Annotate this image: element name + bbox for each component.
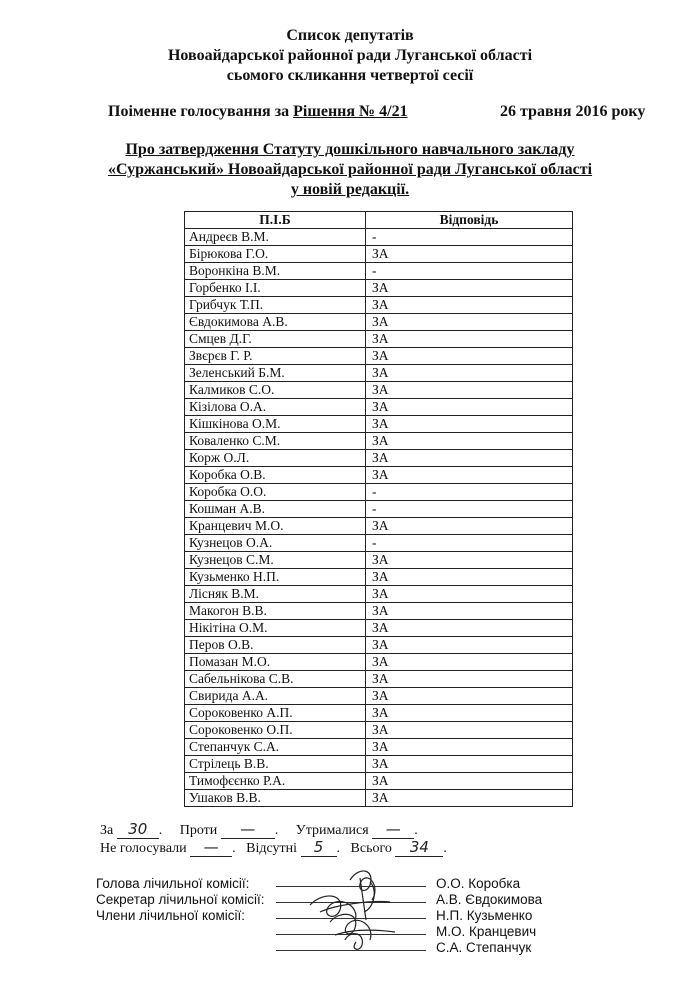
signatory-2: А.В. Євдокимова <box>436 892 543 907</box>
vote-prefix-text: Поіменне голосування за <box>108 103 294 120</box>
deputy-name: Андреєв В.М. <box>185 229 366 246</box>
abstained-label: Утрималися <box>295 823 369 838</box>
deputy-answer: - <box>366 263 573 280</box>
table-row <box>185 433 573 450</box>
deputy-name: Грибчук Т.П. <box>185 297 366 314</box>
deputy-name: Корж О.Л. <box>185 450 366 467</box>
deputy-answer: ЗА <box>366 552 573 569</box>
deputy-name: Кошман А.В. <box>185 501 366 518</box>
table-row <box>185 467 573 484</box>
deputy-answer: ЗА <box>366 756 573 773</box>
deputy-answer: ЗА <box>366 280 573 297</box>
deputy-answer: ЗА <box>366 773 573 790</box>
table-row <box>185 331 573 348</box>
table-row <box>185 314 573 331</box>
table-row <box>185 382 573 399</box>
subject-line1: Про затвердження Статуту дошкільного навчального закладу <box>125 141 575 158</box>
deputy-name: Стрілець В.В. <box>185 756 366 773</box>
table-row <box>185 739 573 756</box>
signatory-4: М.О. Кранцевич <box>436 924 537 939</box>
table-row <box>185 773 573 790</box>
deputy-answer: ЗА <box>366 467 573 484</box>
deputy-name: Коробка О.О. <box>185 484 366 501</box>
deputy-answer: ЗА <box>366 297 573 314</box>
deputy-name: Бірюкова Г.О. <box>185 246 366 263</box>
deputy-answer: - <box>366 484 573 501</box>
total-label: Всього <box>350 841 392 856</box>
table-row <box>185 671 573 688</box>
handwritten-signatures-icon <box>300 860 410 960</box>
table-row <box>185 246 573 263</box>
not-voted-value: — <box>190 838 232 857</box>
deputy-name: Свирида А.А. <box>185 688 366 705</box>
table-row <box>185 365 573 382</box>
table-row <box>185 229 573 246</box>
table-row <box>185 688 573 705</box>
deputy-name: Воронкіна В.М. <box>185 263 366 280</box>
table-row <box>185 450 573 467</box>
table-row <box>185 535 573 552</box>
deputy-answer: ЗА <box>366 722 573 739</box>
deputy-answer: ЗА <box>366 620 573 637</box>
table-row <box>185 603 573 620</box>
signatory-5: С.А. Степанчук <box>436 940 532 955</box>
deputy-name: Кранцевич М.О. <box>185 518 366 535</box>
deputy-answer: ЗА <box>366 416 573 433</box>
deputy-name: Смцев Д.Г. <box>185 331 366 348</box>
deputy-name: Кізілова О.А. <box>185 399 366 416</box>
for-value: 30 <box>117 820 159 839</box>
deputy-answer: ЗА <box>366 399 573 416</box>
members-label: Члени лічильної комісії: <box>96 908 246 923</box>
deputy-answer: - <box>366 229 573 246</box>
deputy-name: Степанчук С.А. <box>185 739 366 756</box>
deputy-name: Тимофєєнко Р.А. <box>185 773 366 790</box>
deputy-answer: ЗА <box>366 637 573 654</box>
deputy-name: Кузнецов С.М. <box>185 552 366 569</box>
secretary-label: Секретар лічильної комісії: <box>96 892 265 907</box>
deputy-name: Кузнецов О.А. <box>185 535 366 552</box>
deputy-name: Коваленко С.М. <box>185 433 366 450</box>
vote-prefix <box>108 103 408 121</box>
vote-table-body <box>185 229 573 807</box>
against-label: Проти <box>179 823 218 838</box>
deputy-name: Зеленський Б.М. <box>185 365 366 382</box>
table-row <box>185 297 573 314</box>
column-header-name: П.І.Б <box>185 212 366 229</box>
against-value: — <box>221 820 275 839</box>
deputy-answer: ЗА <box>366 654 573 671</box>
doc-title-line1: Список депутатів <box>286 27 414 44</box>
deputy-answer: ЗА <box>366 518 573 535</box>
deputy-answer: ЗА <box>366 688 573 705</box>
column-header-answer: Відповідь <box>366 212 573 229</box>
deputy-answer: ЗА <box>366 365 573 382</box>
deputy-answer: ЗА <box>366 433 573 450</box>
table-row <box>185 756 573 773</box>
deputy-name: Сороковенко А.П. <box>185 705 366 722</box>
deputy-name: Євдокимова А.В. <box>185 314 366 331</box>
deputy-name: Лісняк В.М. <box>185 586 366 603</box>
table-row <box>185 722 573 739</box>
chair-label: Голова лічильної комісії: <box>96 876 250 891</box>
deputy-name: Макогон В.В. <box>185 603 366 620</box>
table-row <box>185 705 573 722</box>
totals-row2: Не голосували — . Відсутні 5 . Всього 34 . <box>100 838 447 856</box>
deputy-answer: ЗА <box>366 705 573 722</box>
deputy-answer: ЗА <box>366 382 573 399</box>
deputy-answer: - <box>366 501 573 518</box>
table-row <box>185 263 573 280</box>
deputy-answer: ЗА <box>366 671 573 688</box>
deputy-answer: ЗА <box>366 586 573 603</box>
deputy-name: Сороковенко О.П. <box>185 722 366 739</box>
deputy-answer: ЗА <box>366 331 573 348</box>
table-row <box>185 790 573 807</box>
deputy-name: Кузьменко Н.П. <box>185 569 366 586</box>
deputy-answer: ЗА <box>366 450 573 467</box>
deputy-name: Калмиков С.О. <box>185 382 366 399</box>
vote-date: 26 травня 2016 року <box>500 103 646 120</box>
totals-row1: За 30 . Проти — . Утрималися — . <box>100 820 418 838</box>
absent-value: 5 <box>301 838 337 857</box>
signatory-1: О.О. Коробка <box>436 876 521 891</box>
doc-title-line3: сьомого скликання четвертої сесії <box>226 67 474 84</box>
deputy-answer: ЗА <box>366 348 573 365</box>
deputy-name: Сабельнікова С.В. <box>185 671 366 688</box>
table-row <box>185 552 573 569</box>
abstained-value: — <box>372 820 414 839</box>
subject-line3: у новій редакції. <box>290 181 410 198</box>
deputy-name: Помазан М.О. <box>185 654 366 671</box>
not-voted-label: Не голосували <box>100 841 187 856</box>
deputy-answer: - <box>366 535 573 552</box>
table-row <box>185 569 573 586</box>
vote-table <box>184 211 573 807</box>
table-row <box>185 416 573 433</box>
table-row <box>185 348 573 365</box>
absent-label: Відсутні <box>246 841 298 856</box>
deputy-name: Нікітіна О.М. <box>185 620 366 637</box>
doc-title-line2: Новоайдарської районної ради Луганської області <box>167 47 533 64</box>
deputy-name: Коробка О.В. <box>185 467 366 484</box>
table-row <box>185 586 573 603</box>
deputy-answer: ЗА <box>366 246 573 263</box>
subject-line2: «Суржанський» Новоайдарської районної ради Луганської області <box>107 161 593 178</box>
deputy-name: Кішкінова О.М. <box>185 416 366 433</box>
deputy-answer: ЗА <box>366 603 573 620</box>
deputy-answer: ЗА <box>366 739 573 756</box>
deputy-name: Ушаков В.В. <box>185 790 366 807</box>
table-row <box>185 484 573 501</box>
deputy-name: Перов О.В. <box>185 637 366 654</box>
table-row <box>185 654 573 671</box>
deputy-answer: ЗА <box>366 569 573 586</box>
signatory-3: Н.П. Кузьменко <box>436 908 533 923</box>
table-row <box>185 399 573 416</box>
total-value: 34 <box>395 838 443 857</box>
decision-number: Рішення № 4/21 <box>293 103 408 120</box>
table-row <box>185 620 573 637</box>
deputy-answer: ЗА <box>366 314 573 331</box>
table-header-row <box>185 212 573 229</box>
table-row <box>185 637 573 654</box>
table-row <box>185 501 573 518</box>
deputy-name: Горбенко І.І. <box>185 280 366 297</box>
table-row <box>185 280 573 297</box>
deputy-name: Звєрєв Г. Р. <box>185 348 366 365</box>
table-row <box>185 518 573 535</box>
for-label: За <box>100 823 114 838</box>
deputy-answer: ЗА <box>366 790 573 807</box>
